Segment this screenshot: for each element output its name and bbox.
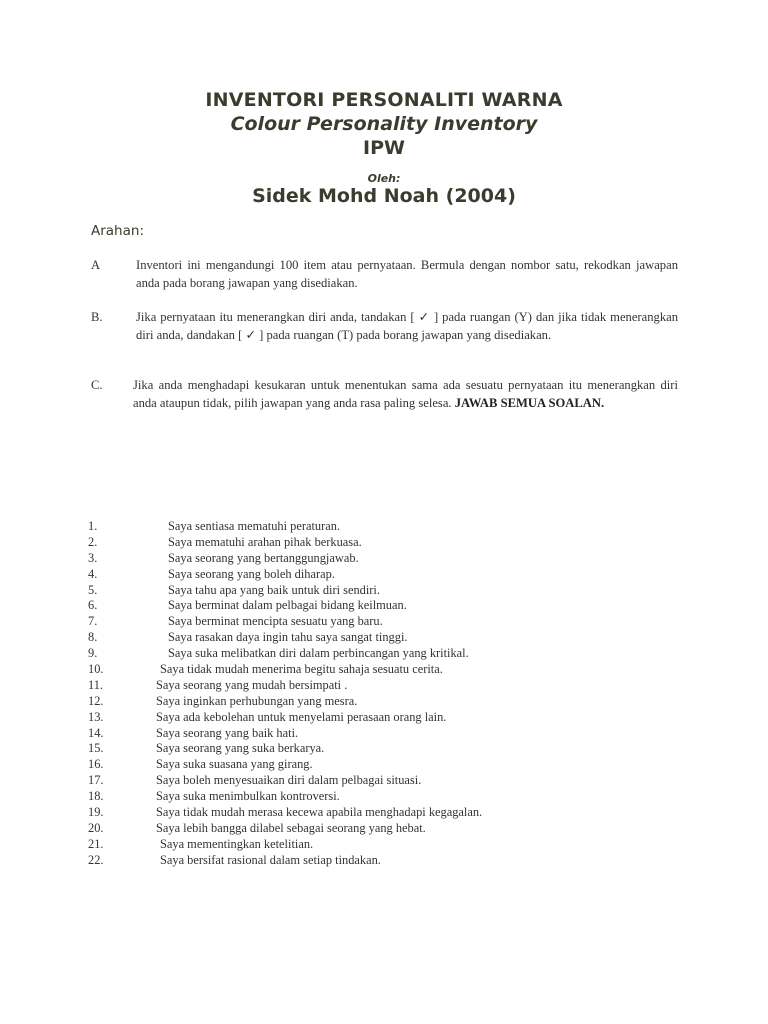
item-number: 14. — [88, 725, 104, 740]
item-statement: Saya seorang yang mudah bersimpati . — [156, 677, 348, 692]
item-number: 13. — [88, 709, 104, 724]
list-item — [88, 789, 708, 805]
item-statement: Saya ada kebolehan untuk menyelami perasaan orang lain. — [156, 709, 447, 724]
instruction-letter: B. — [91, 310, 103, 324]
by-label: Oleh: — [367, 172, 401, 185]
item-number: 17. — [88, 773, 104, 788]
item-number: 7. — [88, 614, 98, 629]
item-number: 9. — [88, 646, 98, 661]
item-number: 1. — [88, 519, 98, 533]
inventory-item-list — [88, 519, 708, 869]
instruction-a — [91, 257, 678, 292]
item-statement: Saya seorang yang boleh diharap. — [168, 566, 335, 581]
instruction-text: Jika anda menghadapi kesukaran untuk menentukan sama ada sesuatu pernyataan itu menerangkan diri anda ataupun tidak, pilih jawapan yang anda rasa paling selesa. JAWAB SEMUA SOALAN. — [133, 378, 678, 410]
item-number: 12. — [88, 693, 104, 708]
list-item — [88, 710, 708, 726]
instruction-c — [91, 377, 678, 412]
item-statement: Saya boleh menyesuaikan diri dalam pelbagai situasi. — [156, 773, 422, 788]
item-number: 15. — [88, 741, 104, 756]
list-item — [88, 741, 708, 757]
list-item — [88, 821, 708, 837]
item-statement: Saya suka suasana yang girang. — [156, 757, 313, 772]
document-title: INVENTORI PERSONALITI WARNA — [205, 89, 563, 111]
author-name: Sidek Mohd Noah (2004) — [252, 185, 516, 207]
document-subtitle: Colour Personality Inventory — [230, 113, 538, 135]
item-statement: Saya bersifat rasional dalam setiap tindakan. — [160, 852, 381, 867]
item-number: 11. — [88, 677, 104, 692]
instructions-heading: Arahan: — [91, 223, 144, 239]
item-statement: Saya seorang yang bertanggungjawab. — [168, 550, 359, 565]
item-statement: Saya mementingkan ketelitian. — [160, 836, 314, 851]
item-number: 10. — [88, 662, 104, 677]
item-number: 22. — [88, 852, 104, 867]
instruction-emphasis: JAWAB SEMUA SOALAN. — [454, 395, 605, 410]
instruction-text: Jika pernyataan itu menerangkan diri anda, tandakan [ ✓ ] pada ruangan (Y) dan jika tidak menerangkan diri anda, dandakan [ ✓ ] pada ruangan (T) pada borang jawapan yang disediakan. — [136, 310, 678, 342]
document-abbreviation: IPW — [363, 137, 405, 159]
list-item — [88, 646, 708, 662]
list-item — [88, 583, 708, 599]
list-item — [88, 630, 708, 646]
item-number: 6. — [88, 598, 98, 613]
item-number: 2. — [88, 534, 98, 549]
list-item — [88, 805, 708, 821]
list-item — [88, 853, 708, 869]
item-statement: Saya suka melibatkan diri dalam perbincangan yang kritikal. — [168, 646, 469, 661]
item-number: 8. — [88, 630, 98, 645]
list-item — [88, 726, 708, 742]
item-statement: Saya seorang yang baik hati. — [156, 725, 299, 740]
instruction-letter: C. — [91, 378, 103, 392]
list-item — [88, 519, 708, 535]
item-number: 5. — [88, 582, 98, 597]
list-item — [88, 614, 708, 630]
list-item — [88, 551, 708, 567]
list-item — [88, 678, 708, 694]
item-number: 19. — [88, 805, 104, 820]
item-number: 21. — [88, 836, 104, 851]
item-statement: Saya tidak mudah menerima begitu sahaja sesuatu cerita. — [160, 662, 443, 677]
list-item — [88, 662, 708, 678]
item-statement: Saya lebih bangga dilabel sebagai seorang yang hebat. — [156, 820, 426, 835]
item-number: 20. — [88, 820, 104, 835]
list-item — [88, 757, 708, 773]
item-number: 18. — [88, 789, 104, 804]
list-item — [88, 837, 708, 853]
list-item — [88, 773, 708, 789]
instruction-letter: A — [91, 258, 101, 272]
item-statement: Saya tidak mudah merasa kecewa apabila menghadapi kegagalan. — [156, 805, 483, 820]
item-statement: Saya seorang yang suka berkarya. — [156, 741, 325, 756]
instruction-b — [91, 309, 678, 344]
list-item — [88, 598, 708, 614]
item-number: 16. — [88, 757, 104, 772]
item-statement: Saya sentiasa mematuhi peraturan. — [168, 519, 341, 533]
item-number: 4. — [88, 566, 98, 581]
item-number: 3. — [88, 550, 98, 565]
list-item — [88, 535, 708, 551]
instruction-text: Inventori ini mengandungi 100 item atau pernyataan. Bermula dengan nombor satu, rekodkan jawapan anda pada borang jawapan yang disediakan. — [136, 258, 678, 290]
list-item — [88, 694, 708, 710]
item-statement: Saya berminat mencipta sesuatu yang baru. — [168, 614, 383, 629]
item-statement: Saya inginkan perhubungan yang mesra. — [156, 693, 358, 708]
item-statement: Saya rasakan daya ingin tahu saya sangat tinggi. — [168, 630, 408, 645]
item-statement: Saya suka menimbulkan kontroversi. — [156, 789, 340, 804]
list-item — [88, 567, 708, 583]
item-statement: Saya mematuhi arahan pihak berkuasa. — [168, 534, 362, 549]
item-statement: Saya tahu apa yang baik untuk diri sendiri. — [168, 582, 380, 597]
item-statement: Saya berminat dalam pelbagai bidang keilmuan. — [168, 598, 407, 613]
